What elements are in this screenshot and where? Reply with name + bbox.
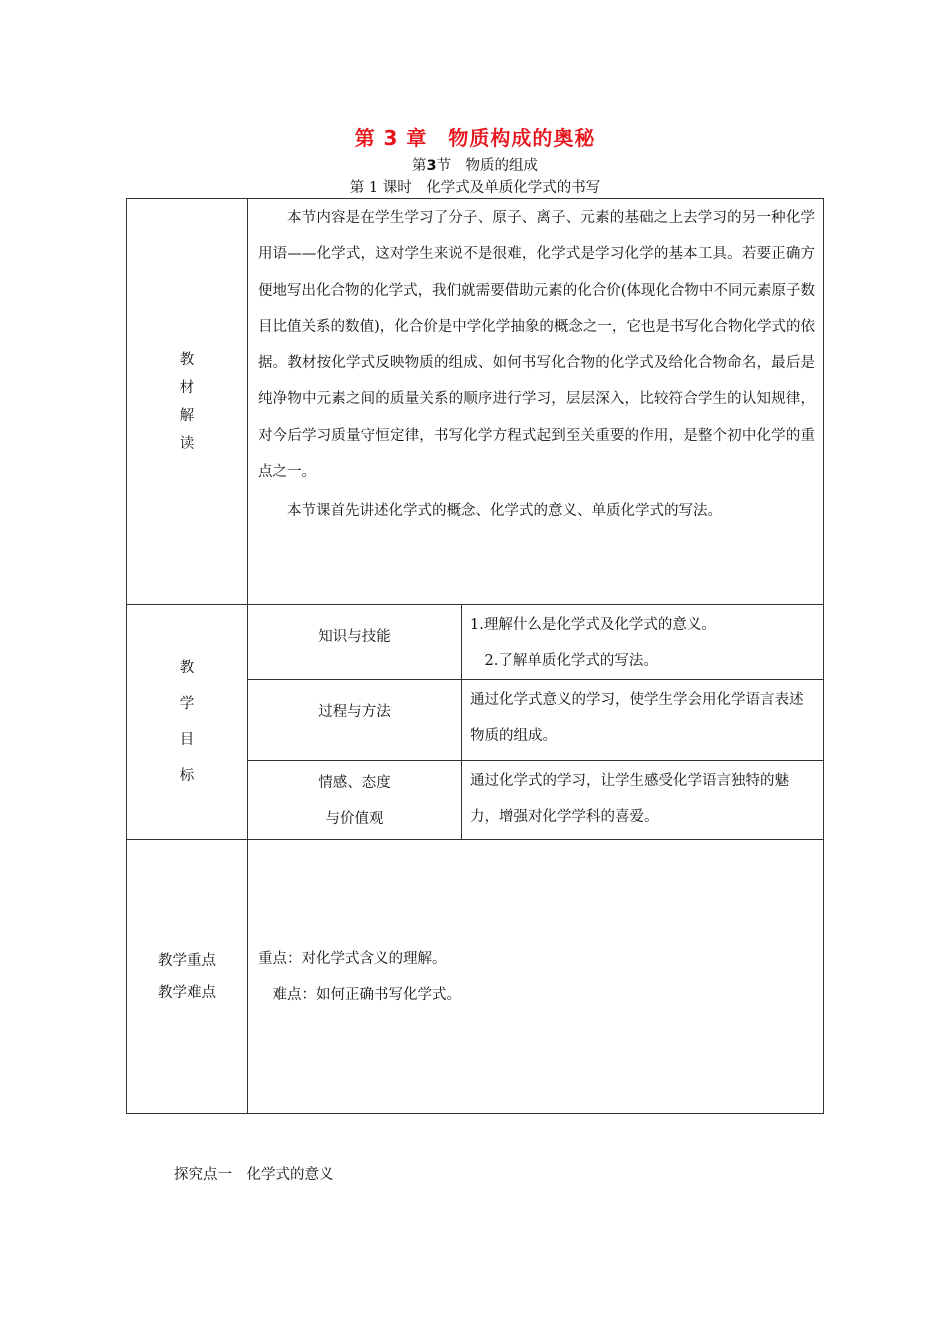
textbook-row (127, 199, 824, 605)
emotion-label-line: 情感、态度 (318, 775, 391, 791)
textbook-paragraph: 本节课首先讲述化学式的概念、化学式的意义、单质化学式的写法。 (287, 503, 722, 520)
goals-label (127, 650, 247, 794)
section-title (0, 154, 950, 175)
process-label: 过程与方法 (248, 680, 462, 761)
label-char: 材 (179, 379, 195, 396)
textbook-label (127, 346, 247, 458)
emotion-content (462, 761, 824, 840)
explore-heading: 探究点一 化学式的意义 (174, 1167, 334, 1183)
key-label-line: 教学难点 (158, 984, 216, 1001)
emotion-label-line: 与价值观 (325, 811, 384, 827)
difficulty-text: 难点：如何正确书写化学式。 (272, 986, 461, 1003)
label-char: 解 (179, 407, 195, 424)
label-char: 标 (179, 768, 195, 784)
emotion-label (248, 761, 462, 840)
goal-knowledge-row (127, 605, 824, 680)
emotion-text: 通过化学式的学习，让学生感受化学语言独特的魅力，增强对化学学科的喜爱。 (470, 773, 789, 825)
chapter-title: 第 3 章 物质构成的奥秘 (354, 126, 596, 150)
goals-label-cell (127, 605, 248, 840)
textbook-paragraph: 本节内容是在学生学习了分子、原子、离子、元素的基础之上去学习的另一种化学用语——化学式，这对学生来说不是很难，化学式是学习化学的基本工具。若要正确方便地写出化合物的化学式，我们就需要借助元素的化合价(体现化合物中不同元素原子数目比值关系的数值)，化合价是中学化学抽象的概念之一，它也是书写化合物化学式的依据。教材按化学式反映物质的组成、如何书写化合物的化学式及给化合物命名，最后是纯净物中元素之间的质量关系的顺序进行学习，层层深入，比较符合学生的认知规律，对今后学习质量守恒定律，书写化学方程式起到至关重要的作用，是整个初中化学的重点之一。 (258, 210, 815, 481)
label-char: 教 (179, 660, 195, 676)
key-points-label-cell (127, 840, 248, 1114)
knowledge-label: 知识与技能 (248, 605, 462, 680)
knowledge-item: 1.理解什么是化学式及化学式的意义。 (470, 617, 716, 633)
key-points-label (127, 945, 247, 1009)
section-number: 3 (426, 158, 437, 174)
label-char: 目 (179, 732, 195, 748)
focus-text: 重点：对化学式含义的理解。 (258, 950, 447, 967)
section-suffix: 节 物质的组成 (436, 158, 539, 174)
section-prefix: 第 (411, 158, 427, 174)
key-points-row (127, 840, 824, 1114)
lesson-plan-table (126, 198, 824, 1114)
key-points-content (248, 840, 824, 1114)
label-char: 读 (179, 435, 195, 452)
knowledge-item: 2.了解单质化学式的写法。 (484, 653, 658, 669)
process-text: 通过化学式意义的学习，使学生学会用化学语言表述物质的组成。 (470, 692, 804, 744)
process-content (462, 680, 824, 761)
key-label-line: 教学重点 (158, 952, 216, 969)
textbook-label-cell (127, 199, 248, 605)
lesson-title: 第 1 课时 化学式及单质化学式的书写 (349, 180, 601, 196)
knowledge-content (462, 605, 824, 680)
label-char: 教 (179, 351, 195, 368)
label-char: 学 (179, 696, 195, 712)
textbook-content-cell (248, 199, 824, 605)
